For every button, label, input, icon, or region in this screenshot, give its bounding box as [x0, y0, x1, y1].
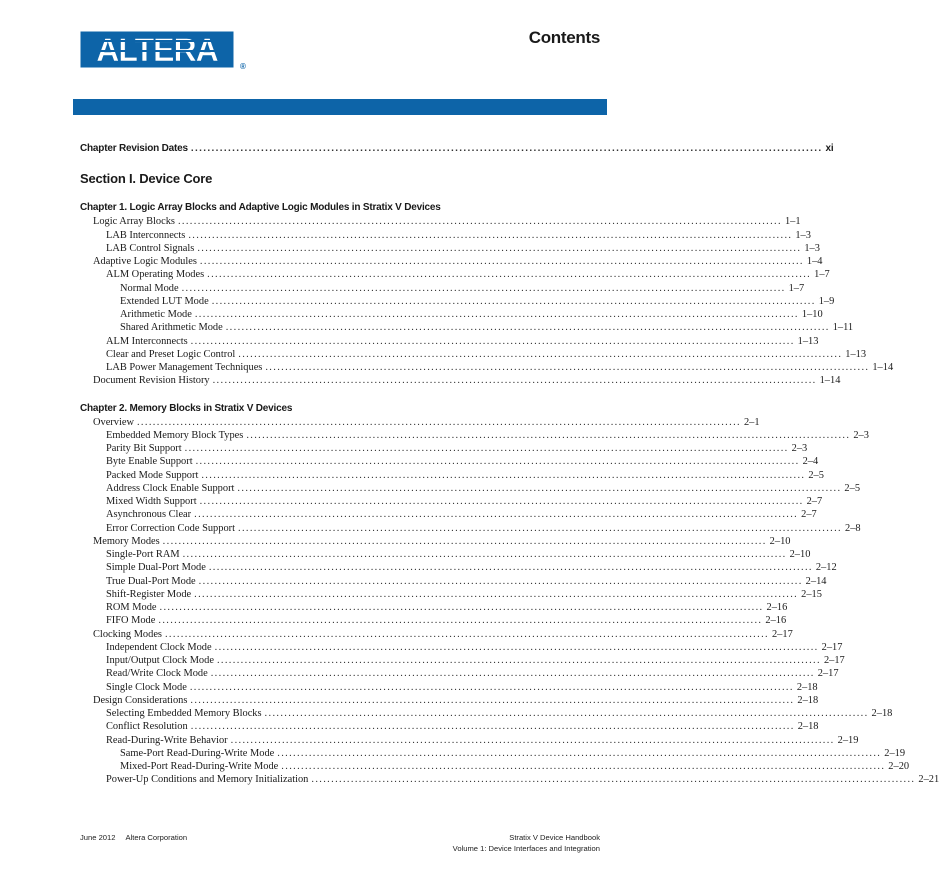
- toc-entry[interactable]: [80, 321, 854, 334]
- toc-entry[interactable]: [80, 495, 823, 508]
- toc-entry-title: Clocking Modes: [93, 628, 162, 640]
- toc-entry-page: 1–11: [832, 322, 854, 334]
- toc-leader: .........................................................................................................................................................: [194, 588, 799, 600]
- toc-entry[interactable]: [80, 575, 827, 588]
- toc-entry-title: FIFO Mode: [106, 615, 156, 627]
- page-title: Contents: [528, 28, 600, 47]
- toc-entry[interactable]: [80, 348, 867, 361]
- toc-entry-title: Parity Bit Support: [106, 443, 182, 454]
- toc-entry[interactable]: [80, 734, 859, 747]
- toc-entry[interactable]: [80, 469, 824, 482]
- toc-entry[interactable]: [80, 628, 793, 641]
- toc-entry-page: 2–20: [888, 761, 910, 772]
- toc-entry-page: 2–19: [837, 734, 859, 746]
- toc-entry[interactable]: [80, 601, 788, 614]
- toc-leader: .........................................................................................................................................................: [198, 575, 803, 587]
- toc-leader: .........................................................................................................................................................: [182, 549, 787, 560]
- toc-entry-title: Document Revision History: [93, 375, 210, 387]
- chapter-1-title[interactable]: Chapter 1. Logic Array Blocks and Adaptive Logic Modules in Stratix V Devices: [80, 202, 441, 214]
- toc-entry-title: Error Correction Code Support: [106, 522, 235, 534]
- toc-entry-title: LAB Power Management Techniques: [106, 362, 263, 373]
- toc-leader: .........................................................................................................................................................: [199, 496, 804, 507]
- toc-leader: .........................................................................................................................................................: [238, 522, 842, 534]
- toc-entry[interactable]: [80, 255, 823, 268]
- toc-leader: .........................................................................................................................................................: [159, 602, 764, 613]
- toc-entry-page: 2–17: [817, 668, 839, 680]
- toc-leader: .........................................................................................................................................................: [230, 734, 835, 746]
- toc-entry-title: Clear and Preset Logic Control: [106, 348, 236, 360]
- toc-entry[interactable]: [80, 535, 791, 548]
- footer-right: [453, 832, 600, 854]
- toc-leader: .........................................................................................................................................................: [210, 668, 815, 680]
- toc-entry-page: 2–17: [771, 628, 793, 640]
- toc-entry-title: Input/Output Clock Mode: [106, 655, 214, 666]
- toc-leader: .........................................................................................................................................................: [194, 309, 799, 320]
- toc-entry[interactable]: [80, 482, 861, 495]
- toc-entry[interactable]: [80, 242, 820, 255]
- toc-entry-title: Read/Write Clock Mode: [106, 668, 208, 680]
- toc-entry[interactable]: [80, 508, 817, 521]
- svg-text:ALTERA: ALTERA: [96, 32, 218, 68]
- toc-entry[interactable]: [80, 707, 893, 720]
- toc-entry[interactable]: [80, 694, 819, 707]
- toc-entry-page: 2–3: [791, 443, 808, 454]
- toc-entry[interactable]: [80, 335, 819, 348]
- toc-entry-title: LAB Interconnects: [106, 229, 186, 241]
- toc-leader: .........................................................................................................................................................: [194, 509, 799, 521]
- toc-entry-title: Arithmetic Mode: [120, 309, 192, 320]
- section-title: Section I. Device Core: [80, 171, 213, 187]
- header-bar: [73, 99, 607, 115]
- toc-entry-page: 2–14: [805, 575, 827, 587]
- toc-entry-page: 2–16: [766, 602, 788, 613]
- toc-entry[interactable]: [80, 654, 845, 667]
- toc-entry-page: 2–15: [801, 588, 822, 600]
- toc-entry[interactable]: [80, 374, 841, 387]
- toc-entry-title: Address Clock Enable Support: [106, 482, 235, 494]
- toc-entry[interactable]: [80, 720, 819, 733]
- toc-entry-page: 1–14: [819, 375, 841, 387]
- chapter-2-title[interactable]: Chapter 2. Memory Blocks in Stratix V Devices: [80, 402, 293, 414]
- toc-leader: .........................................................................................................................................................: [190, 143, 823, 154]
- toc-leader: .........................................................................................................................................................: [311, 774, 916, 786]
- toc-leader: .........................................................................................................................................................: [195, 456, 800, 468]
- toc-entry-page: 2–5: [808, 469, 824, 481]
- toc-entry[interactable]: [80, 215, 801, 228]
- toc-entry[interactable]: [80, 429, 869, 442]
- toc-entry-title: Normal Mode: [120, 282, 179, 294]
- altera-logo: [80, 30, 250, 74]
- toc-entry-page: 2–5: [844, 482, 861, 494]
- toc-entry-page: 2–16: [765, 615, 787, 627]
- toc-entry-page: 2–17: [821, 641, 843, 653]
- toc-leader: .........................................................................................................................................................: [184, 443, 789, 454]
- toc-entry-page: 1–14: [872, 362, 894, 373]
- toc-leader: .........................................................................................................................................................: [264, 708, 869, 719]
- toc-entry-title: Simple Dual-Port Mode: [106, 562, 206, 574]
- toc-leader: .........................................................................................................................................................: [207, 269, 812, 281]
- toc-entry-page: 1–13: [797, 335, 819, 347]
- toc-entry-page: 2–18: [796, 681, 818, 693]
- toc-leader: .........................................................................................................................................................: [201, 469, 806, 481]
- toc-entry-page: 2–18: [797, 694, 819, 706]
- toc-entry-title: Shift-Register Mode: [106, 588, 192, 600]
- toc-leader: .........................................................................................................................................................: [277, 747, 882, 759]
- toc-entry-page: 1–3: [795, 229, 811, 241]
- toc-entry-title: Embedded Memory Block Types: [106, 429, 244, 441]
- toc-entry-title: Design Considerations: [93, 694, 188, 706]
- svg-text:®: ®: [240, 62, 246, 71]
- toc-entry-title: Selecting Embedded Memory Blocks: [106, 708, 262, 719]
- toc-leader: .........................................................................................................................................................: [189, 681, 794, 693]
- toc-leader: .........................................................................................................................................................: [190, 335, 795, 347]
- toc-entry-title: Asynchronous Clear: [106, 509, 192, 521]
- toc-entry[interactable]: [80, 667, 839, 680]
- toc-entry-page: 2–1: [743, 416, 760, 428]
- footer-handbook: Stratix V Device Handbook: [509, 833, 600, 842]
- toc-entry-page: 2–21: [918, 774, 939, 786]
- toc-entry-title: Independent Clock Mode: [106, 641, 212, 653]
- toc-entry[interactable]: [80, 760, 910, 773]
- toc-entry[interactable]: [80, 588, 822, 601]
- toc-entry-page: 1–13: [845, 348, 867, 360]
- toc-entry[interactable]: [80, 773, 939, 786]
- toc-leader: .........................................................................................................................................................: [181, 282, 786, 294]
- toc-entry[interactable]: [80, 442, 808, 455]
- toc-leader: .........................................................................................................................................................: [211, 295, 816, 307]
- toc-leader: .........................................................................................................................................................: [136, 416, 741, 428]
- toc-entry-title: Shared Arithmetic Mode: [120, 322, 223, 334]
- toc-entry-title: Single-Port RAM: [106, 549, 180, 560]
- toc-entry-title: Mixed-Port Read-During-Write Mode: [120, 761, 279, 772]
- toc-entry-page: 2–3: [853, 429, 869, 441]
- toc-leader: .........................................................................................................................................................: [237, 482, 842, 494]
- toc-entry[interactable]: [80, 548, 811, 561]
- toc-entry-title: Packed Mode Support: [106, 469, 199, 481]
- toc-leader: .........................................................................................................................................................: [216, 655, 821, 666]
- toc-entry-title: Same-Port Read-During-Write Mode: [120, 747, 275, 759]
- toc-leader: .........................................................................................................................................................: [212, 375, 817, 387]
- toc-leader: .........................................................................................................................................................: [177, 216, 782, 228]
- toc-leader: .........................................................................................................................................................: [214, 641, 819, 653]
- toc-entry-title: Extended LUT Mode: [120, 295, 209, 307]
- toc-entry-title: Memory Modes: [93, 535, 160, 547]
- toc-entry[interactable]: [80, 361, 894, 374]
- toc-entry-title: Power-Up Conditions and Memory Initialization: [106, 774, 309, 786]
- toc-entry[interactable]: [80, 268, 830, 281]
- toc-entry-title: ALM Interconnects: [106, 335, 188, 347]
- toc-entry-title: LAB Control Signals: [106, 242, 195, 254]
- toc-leader: .........................................................................................................................................................: [162, 535, 767, 547]
- toc-entry-title: True Dual-Port Mode: [106, 575, 196, 587]
- toc-entry[interactable]: [80, 282, 805, 295]
- toc-entry-page: 1–9: [818, 295, 835, 307]
- toc-entry-page: 1–1: [784, 216, 801, 228]
- toc-entry[interactable]: [80, 229, 811, 242]
- toc-leader: .........................................................................................................................................................: [246, 429, 851, 441]
- toc-entry-chapter-revision-dates[interactable]: [80, 142, 834, 155]
- toc-entry-page: 1–3: [804, 242, 820, 254]
- toc-entry-page: 1–7: [814, 269, 830, 281]
- toc-entry-page: 1–4: [806, 256, 823, 267]
- toc-entry[interactable]: [80, 416, 760, 429]
- toc-leader: .........................................................................................................................................................: [265, 362, 870, 373]
- toc-entry-page: 2–19: [884, 747, 906, 759]
- toc-leader: .........................................................................................................................................................: [188, 229, 793, 241]
- toc-leader: .........................................................................................................................................................: [238, 348, 843, 360]
- toc-entry-page: 2–18: [797, 721, 819, 733]
- toc-leader: .........................................................................................................................................................: [281, 761, 886, 772]
- toc-entry-page: 2–17: [823, 655, 845, 666]
- toc-entry-page: 2–10: [789, 549, 811, 560]
- toc-leader: .........................................................................................................................................................: [158, 615, 763, 627]
- toc-entry[interactable]: [80, 455, 819, 468]
- toc-entry-page: 1–10: [801, 309, 823, 320]
- toc-entry-title: Mixed Width Support: [106, 496, 197, 507]
- toc-entry-page: 1–7: [788, 282, 805, 294]
- toc-entry-page: 2–7: [806, 496, 823, 507]
- toc-entry-title: ROM Mode: [106, 602, 157, 613]
- toc-entry[interactable]: [80, 681, 818, 694]
- toc-entry-title: Overview: [93, 416, 134, 428]
- toc-entry-page: 2–10: [769, 535, 791, 547]
- toc-entry-page: xi: [825, 143, 834, 154]
- footer-left: [80, 832, 187, 843]
- toc-entry-page: 2–4: [802, 456, 819, 468]
- toc-entry-title: Byte Enable Support: [106, 456, 193, 468]
- toc-entry[interactable]: [80, 641, 843, 654]
- toc-entry-title: ALM Operating Modes: [106, 269, 205, 281]
- footer-date: June 2012: [80, 833, 116, 842]
- toc-entry[interactable]: [80, 308, 823, 321]
- toc-leader: .........................................................................................................................................................: [225, 322, 830, 334]
- toc-entry[interactable]: [80, 747, 906, 760]
- toc-leader: .........................................................................................................................................................: [190, 694, 795, 706]
- toc-entry-page: 2–8: [845, 522, 861, 534]
- footer-volume: Volume 1: Device Interfaces and Integration: [452, 844, 600, 853]
- toc-leader: .........................................................................................................................................................: [197, 242, 802, 254]
- toc-entry-title: Single Clock Mode: [106, 681, 187, 693]
- toc-entry[interactable]: [80, 522, 861, 535]
- toc-leader: .........................................................................................................................................................: [164, 628, 769, 640]
- toc-leader: .........................................................................................................................................................: [199, 256, 804, 267]
- toc-entry-title: Logic Array Blocks: [93, 216, 175, 228]
- toc-entry[interactable]: [80, 561, 837, 574]
- toc-leader: .........................................................................................................................................................: [190, 721, 795, 733]
- toc-leader: .........................................................................................................................................................: [208, 562, 813, 574]
- toc-entry-title: Chapter Revision Dates: [80, 143, 188, 154]
- toc-entry[interactable]: [80, 614, 787, 627]
- toc-entry-title: Adaptive Logic Modules: [93, 256, 197, 267]
- toc-entry-page: 2–7: [801, 509, 817, 521]
- toc-entry-page: 2–18: [871, 708, 893, 719]
- toc-entry[interactable]: [80, 295, 835, 308]
- toc-entry-title: Read-During-Write Behavior: [106, 734, 228, 746]
- table-of-contents: [80, 142, 939, 787]
- toc-entry-title: Conflict Resolution: [106, 721, 188, 733]
- toc-entry-page: 2–12: [815, 562, 837, 574]
- footer-company: Altera Corporation: [125, 833, 188, 842]
